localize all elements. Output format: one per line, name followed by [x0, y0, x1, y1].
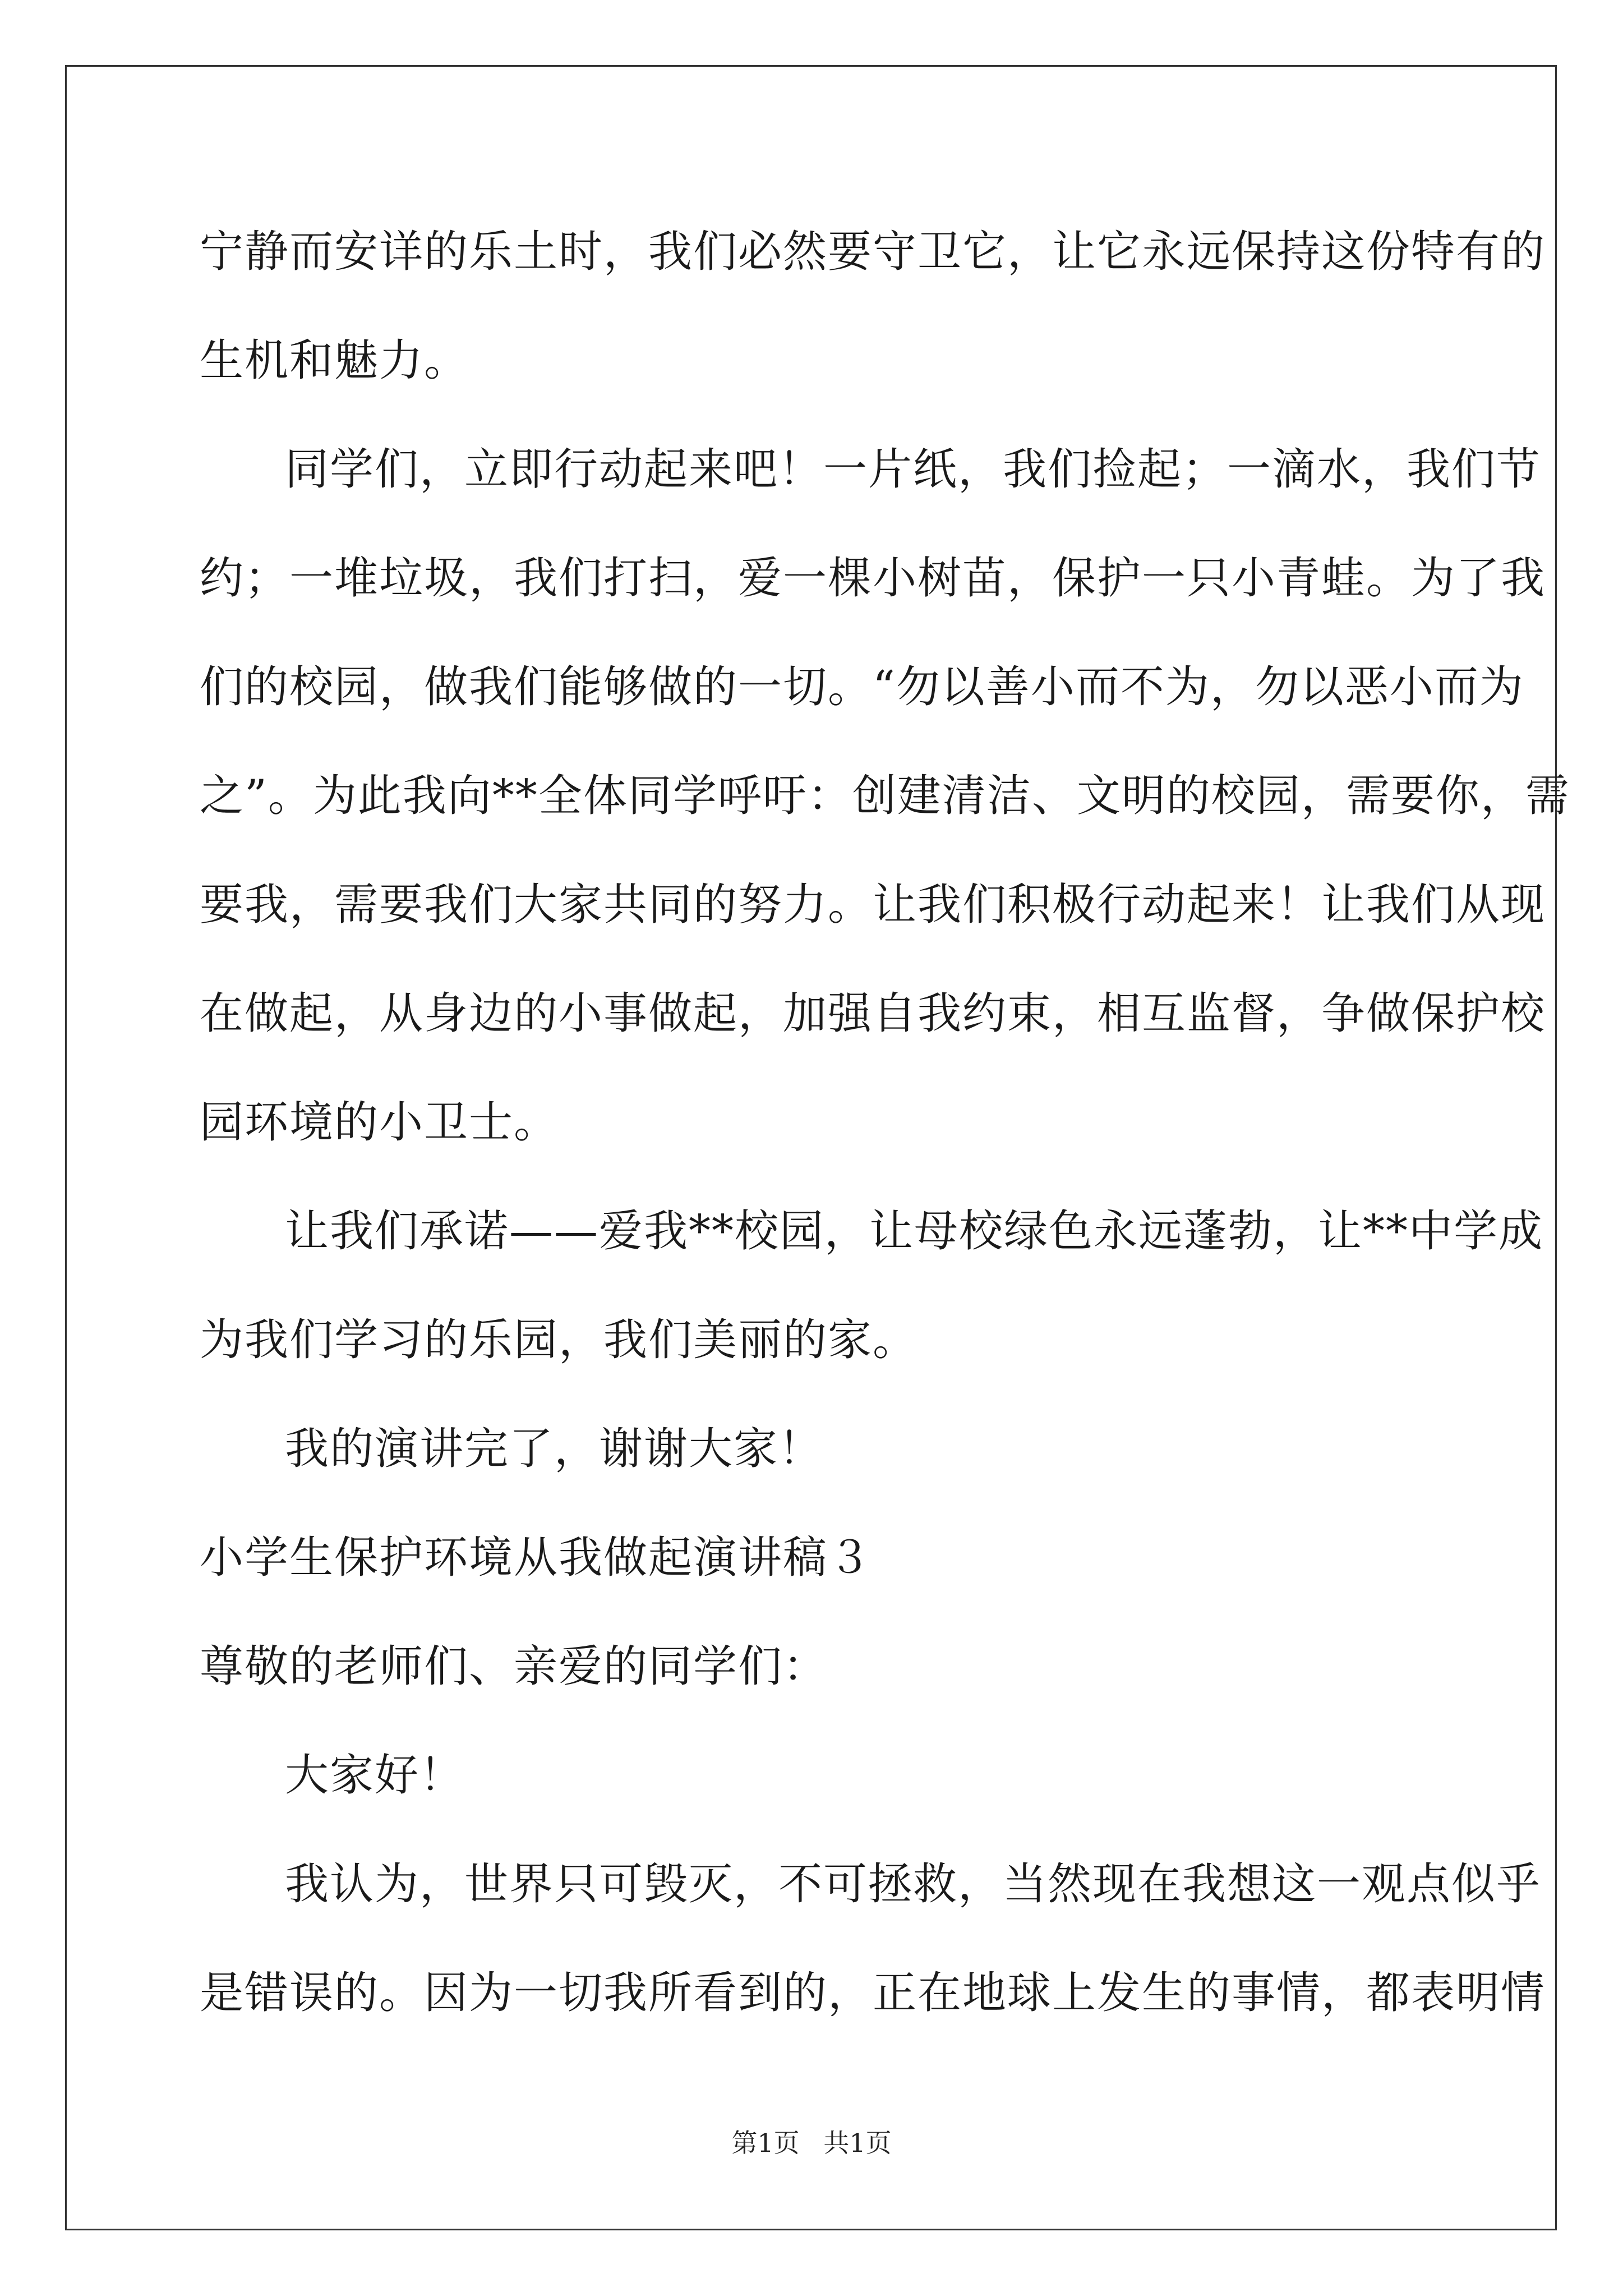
page-number: 第1页: [731, 2128, 800, 2158]
salutation: 尊敬的老师们、亲爱的同学们：: [200, 1641, 828, 1692]
text-line: 同学们，立即行动起来吧！一片纸，我们捡起；一滴水，我们节: [285, 444, 1542, 495]
text-line: 是错误的。因为一切我所看到的，正在地球上发生的事情，都表明情: [200, 1968, 1546, 2018]
section-title: 小学生保护环境从我做起演讲稿３: [200, 1533, 873, 1583]
text-line: 之”。为此我向**全体同学呼吁：创建清洁、文明的校园，需要你，需: [200, 771, 1570, 821]
text-line: 们的校园，做我们能够做的一切。“勿以善小而不为，勿以恶小而为: [200, 662, 1524, 712]
text-line: 在做起，从身边的小事做起，加强自我约束，相互监督，争做保护校: [200, 988, 1546, 1039]
page-total: 共1页: [823, 2128, 892, 2158]
text-line: 宁静而安详的乐土时，我们必然要守卫它，让它永远保持这份特有的: [200, 227, 1546, 277]
greeting: 大家好！: [285, 1750, 465, 1801]
text-line: 园环境的小卫士。: [200, 1097, 559, 1148]
text-line: 为我们学习的乐园，我们美丽的家。: [200, 1315, 918, 1365]
text-line: 让我们承诺——爱我**校园，让母校绿色永远蓬勃，让**中学成: [285, 1206, 1544, 1257]
page-footer: [0, 2126, 1623, 2160]
text-line: 约；一堆垃圾，我们打扫，爱一棵小树苗，保护一只小青蛙。为了我: [200, 553, 1546, 604]
text-line: 我的演讲完了，谢谢大家！: [285, 1424, 824, 1474]
text-line: 我认为，世界只可毁灭，不可拯救，当然现在我想这一观点似乎: [285, 1859, 1542, 1910]
document-body: [200, 197, 1570, 2047]
text-line: 生机和魅力。: [200, 335, 469, 386]
text-line: 要我，需要我们大家共同的努力。让我们积极行动起来！让我们从现: [200, 880, 1546, 930]
